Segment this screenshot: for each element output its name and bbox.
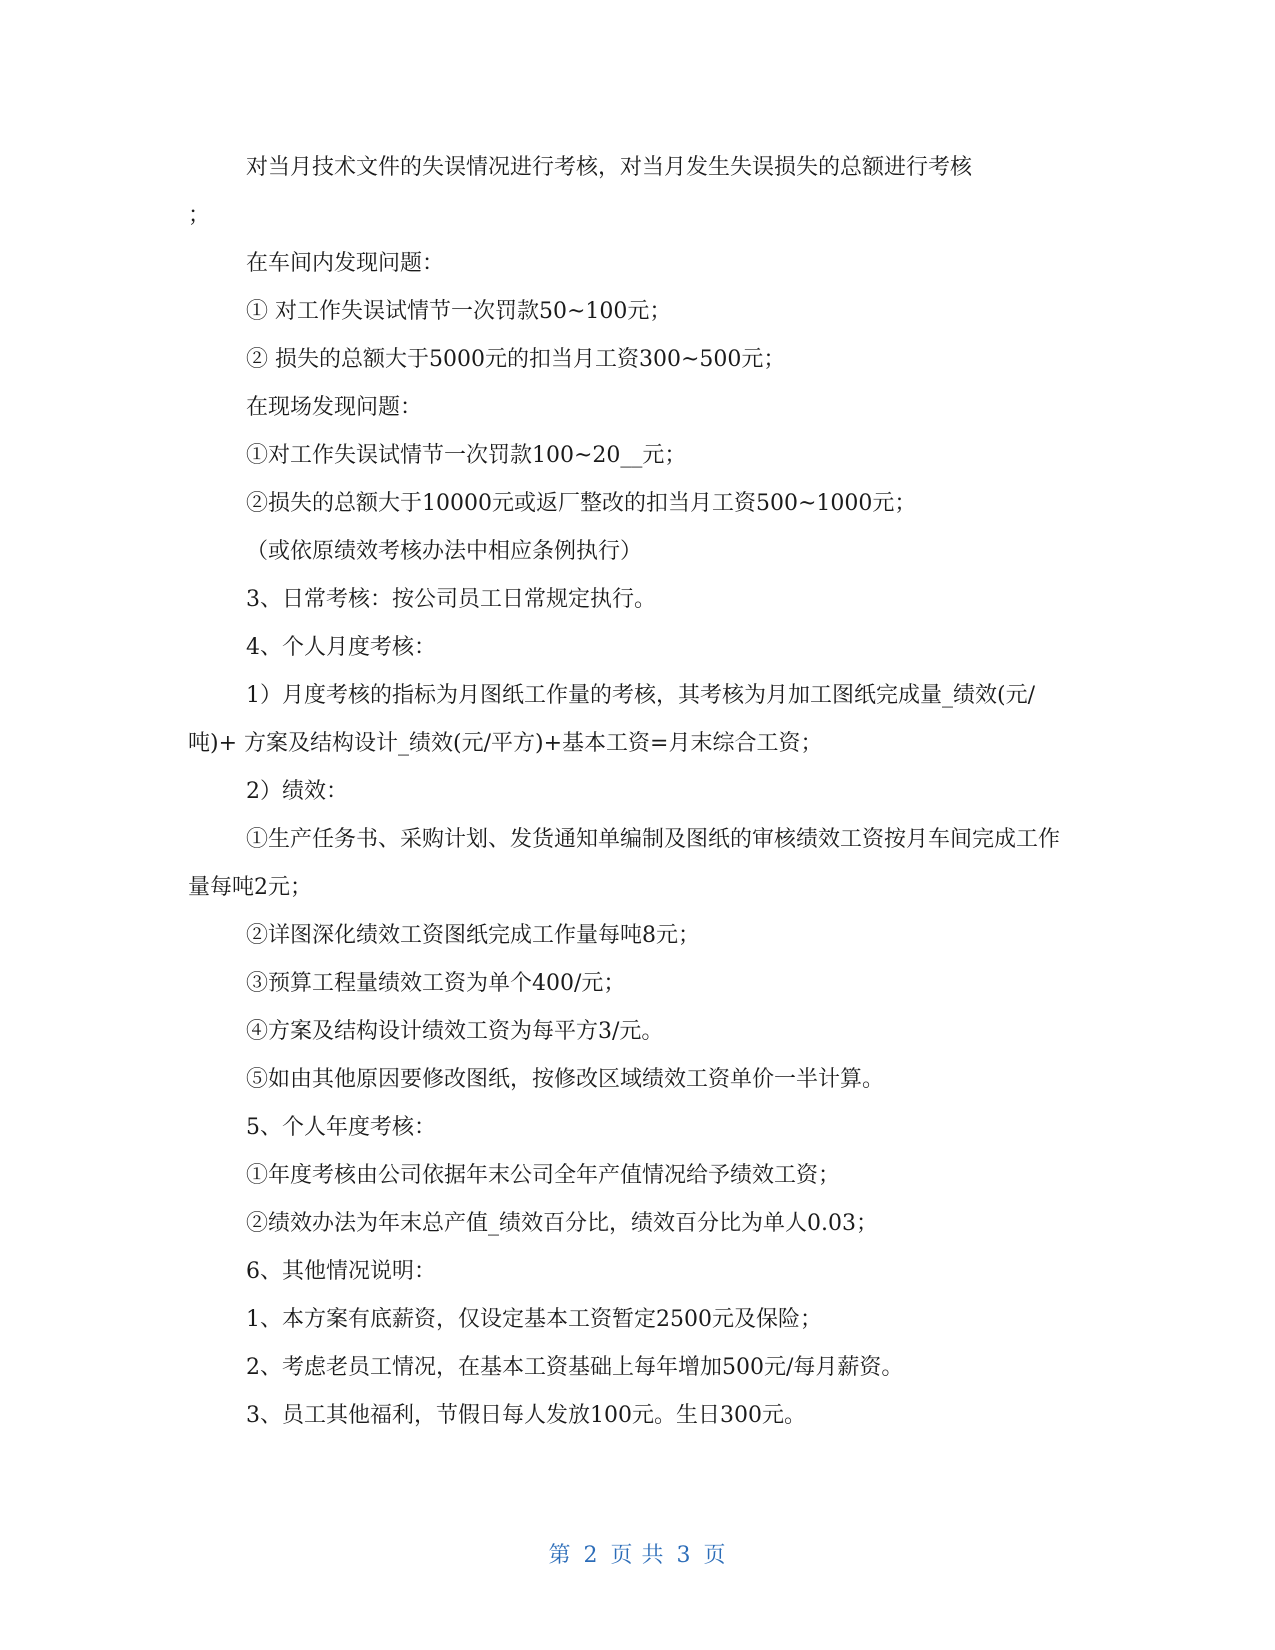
footer-prefix: 第: [548, 1543, 572, 1568]
performance-item-3: ③预算工程量绩效工资为单个400/元；: [246, 971, 626, 996]
site-item-1: ①对工作失误试情节一次罚款100~20__元；: [246, 443, 687, 468]
current-page-number: 2: [583, 1543, 599, 1568]
workshop-item-1: ① 对工作失误试情节一次罚款50~100元；: [246, 299, 672, 324]
daily-assessment: 3、日常考核：按公司员工日常规定执行。: [246, 587, 656, 612]
annual-heading: 5、个人年度考核：: [246, 1115, 436, 1140]
other-item-3: 3、员工其他福利，节假日每人发放100元。生日300元。: [246, 1403, 806, 1428]
performance-item-1: ①生产任务书、采购计划、发货通知单编制及图纸的审核绩效工资按月车间完成工作量每吨2元；: [188, 827, 1061, 900]
site-note: （或依原绩效考核办法中相应条例执行）: [246, 539, 643, 564]
annual-item-1: ①年度考核由公司依据年末公司全年产值情况给予绩效工资；: [246, 1163, 841, 1188]
other-heading: 6、其他情况说明：: [246, 1259, 436, 1284]
performance-item-4: ④方案及结构设计绩效工资为每平方3/元。: [246, 1019, 664, 1044]
other-item-2: 2、考虑老员工情况，在基本工资基础上每年增加500元/每月薪资。: [246, 1355, 904, 1380]
footer-suffix: 页: [703, 1543, 727, 1568]
paragraph-assessment-continued: ；: [188, 203, 211, 228]
monthly-heading: 4、个人月度考核：: [246, 635, 436, 660]
site-heading: 在现场发现问题：: [246, 395, 423, 420]
annual-item-2: ②绩效办法为年末总产值_绩效百分比，绩效百分比为单人0.03；: [246, 1211, 878, 1236]
workshop-item-2: ② 损失的总额大于5000元的扣当月工资300~500元；: [246, 347, 786, 372]
other-item-1: 1、本方案有底薪资，仅设定基本工资暂定2500元及保险；: [246, 1307, 822, 1332]
monthly-item-1: 1）月度考核的指标为月图纸工作量的考核，其考核为月加工图纸完成量_绩效(元/吨)+ 方案及结构设计_绩效(元/平方)+基本工资=月末综合工资；: [188, 683, 1035, 756]
page-footer: [0, 1538, 1275, 1569]
monthly-item-2-heading: 2）绩效：: [246, 779, 348, 804]
total-page-count: 3: [676, 1543, 692, 1568]
performance-item-5: ⑤如由其他原因要修改图纸，按修改区域绩效工资单价一半计算。: [246, 1067, 885, 1092]
footer-middle: 页 共: [610, 1543, 665, 1568]
document-body: [188, 144, 1068, 1440]
site-item-2: ②损失的总额大于10000元或返厂整改的扣当月工资500~1000元；: [246, 491, 917, 516]
paragraph-assessment: 对当月技术文件的失误情况进行考核，对当月发生失误损失的总额进行考核: [246, 155, 973, 180]
workshop-heading: 在车间内发现问题：: [246, 251, 445, 276]
performance-item-2: ②详图深化绩效工资图纸完成工作量每吨8元；: [246, 923, 700, 948]
